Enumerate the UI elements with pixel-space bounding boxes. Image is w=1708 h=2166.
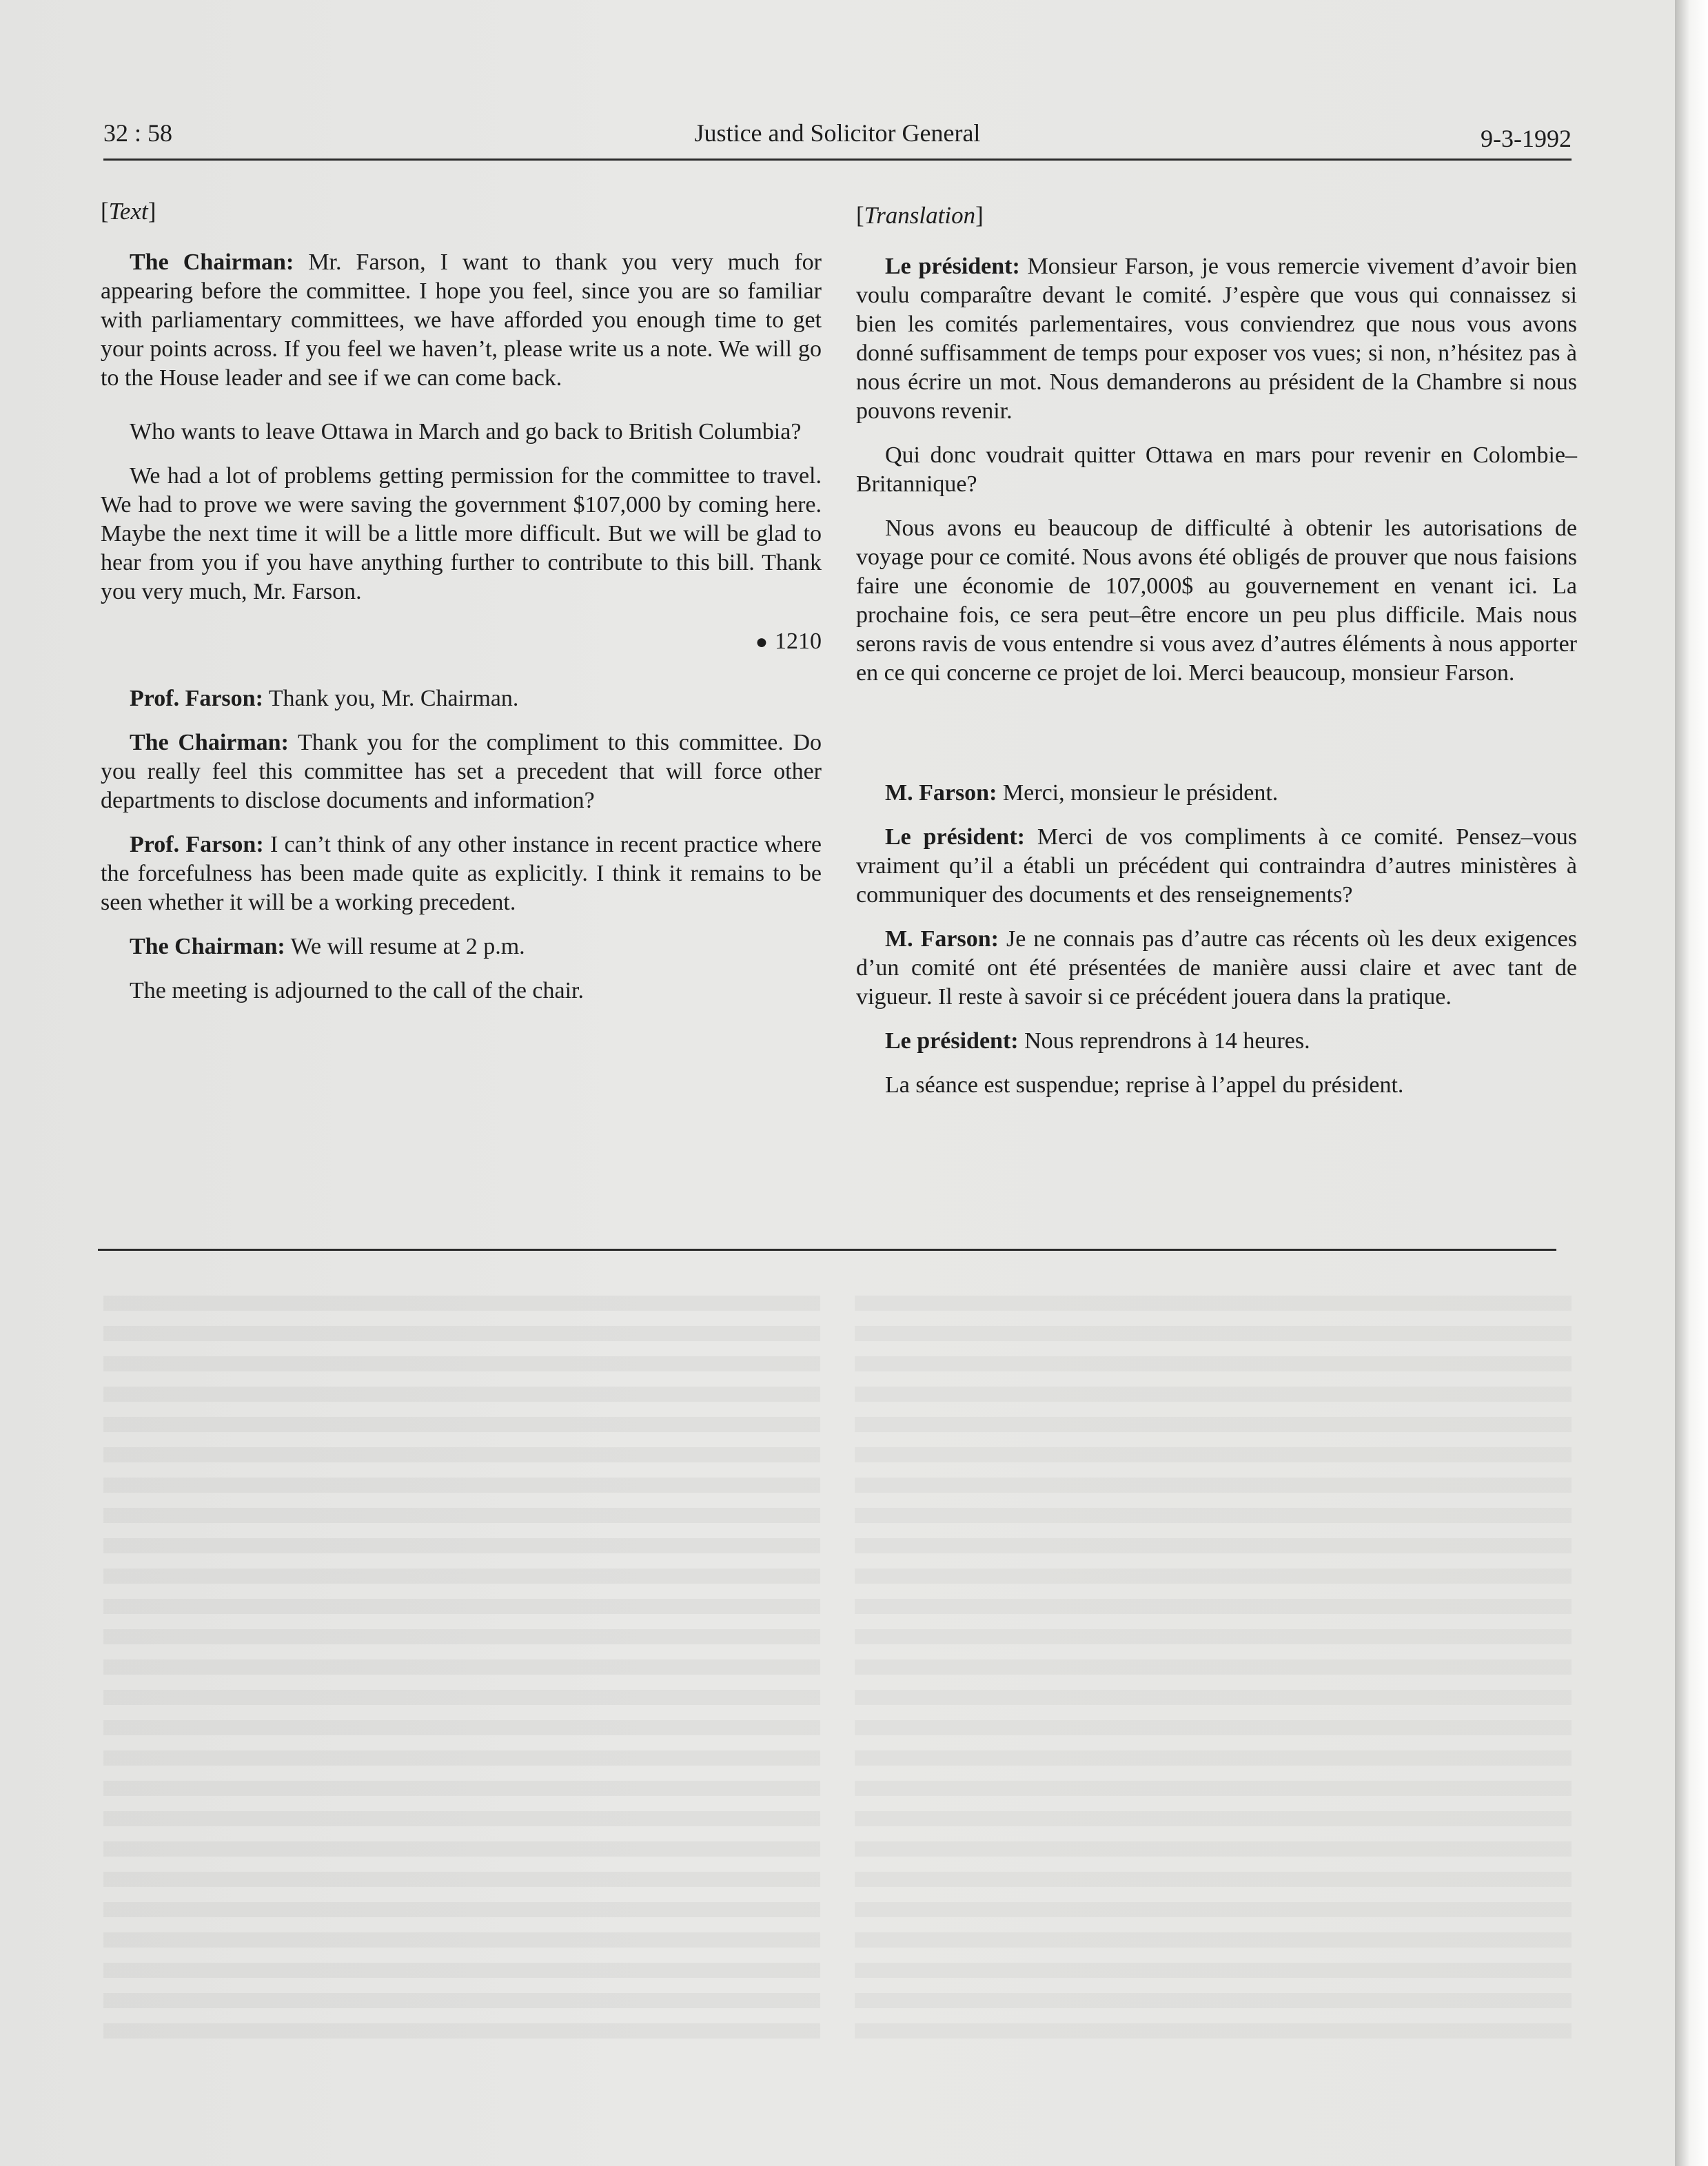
text-tag: [Text] bbox=[101, 198, 156, 225]
running-header bbox=[103, 119, 1572, 160]
speaker-name: The Chairman: bbox=[130, 730, 289, 755]
english-column bbox=[101, 197, 822, 1021]
header-date: 9-3-1992 bbox=[1481, 125, 1572, 152]
paragraph: The Chairman: Thank you for the compliment to this committee. Do you really feel this committee has set a precedent that will force other departments to disclose documents and information? bbox=[101, 730, 822, 813]
show-through-texture bbox=[103, 1296, 820, 2054]
paragraph: M. Farson: Je ne connais pas d’autre cas récents où les deux exigences d’un comité ont été présentées de manière aussi claire et avec tant de vigueur. Il reste à savoir si ce précédent jouera dans la pratique. bbox=[856, 926, 1577, 1010]
speaker-name: Le président: bbox=[885, 824, 1025, 850]
paragraph: The Chairman: We will resume at 2 p.m. bbox=[130, 934, 525, 959]
paragraph: Le président: Nous reprendrons à 14 heures. bbox=[885, 1028, 1310, 1054]
speaker-name: The Chairman: bbox=[130, 934, 285, 959]
header-rule bbox=[103, 159, 1572, 161]
time-marker: ● 1210 bbox=[755, 629, 822, 654]
speaker-name: Le président: bbox=[885, 1028, 1019, 1054]
paragraph: Qui donc voudrait quitter Ottawa en mars pour revenir en Colombie–Britannique? bbox=[856, 442, 1577, 497]
section-end-rule bbox=[98, 1249, 1556, 1251]
translation-tag: [Translation] bbox=[856, 202, 984, 229]
paragraph: Prof. Farson: I can’t think of any other instance in recent practice where the forcefulness has been made quite as explicitly. I think it remains to be seen whether it will be a working precedent. bbox=[101, 832, 822, 915]
paragraph: Le président: Merci de vos compliments à ce comité. Pensez–vous vraiment qu’il a établi un précédent qui contraindra d’autres ministères à communiquer des documents et des renseignements? bbox=[856, 824, 1577, 908]
page-number: 32 : 58 bbox=[103, 119, 173, 147]
paragraph: Who wants to leave Ottawa in March and go back to British Columbia? bbox=[130, 419, 802, 445]
speaker-name: M. Farson: bbox=[885, 780, 997, 806]
paragraph: La séance est suspendue; reprise à l’appel du président. bbox=[885, 1072, 1404, 1098]
paragraph: Le président: Monsieur Farson, je vous remercie vivement d’avoir bien voulu comparaître devant le comité. J’espère que vous qui connaissez si bien les comités parlementaires, vous conviendrez que nous vous avons donné suffisamment de temps pour exposer vos vues; si non, n’hésitez pas à nous écrire un mot. Nous demanderons au président de la Chambre si nous pouvons revenir. bbox=[856, 254, 1577, 424]
header-title: Justice and Solicitor General bbox=[694, 119, 981, 147]
paragraph: Prof. Farson: Thank you, Mr. Chairman. bbox=[130, 686, 519, 711]
speaker-name: Prof. Farson: bbox=[130, 832, 264, 857]
column-spacer bbox=[856, 703, 1577, 779]
speaker-name: Le président: bbox=[885, 254, 1020, 279]
speaker-name: The Chairman: bbox=[130, 249, 294, 275]
french-column bbox=[856, 201, 1577, 1115]
paragraph: Nous avons eu beaucoup de difficulté à obtenir les autorisations de voyage pour ce comité. Nous avons été obligés de prouver que nous faisions faire une économie de 107,000$ au gouvernement en venant ici. La prochaine fois, ce sera peut–être encore un peu plus difficile. Mais nous serons ravis de vous entendre si vous avez d’autres éléments à nous apporter en ce qui concerne ce projet de loi. Merci beaucoup, monsieur Farson. bbox=[856, 515, 1577, 686]
paragraph: The meeting is adjourned to the call of the chair. bbox=[130, 978, 584, 1003]
speaker-name: Prof. Farson: bbox=[130, 686, 263, 711]
speaker-name: M. Farson: bbox=[885, 926, 999, 952]
paragraph: M. Farson: Merci, monsieur le président. bbox=[885, 780, 1279, 806]
paragraph: The Chairman: Mr. Farson, I want to thank you very much for appearing before the committee. I hope you feel, since you are so familiar with parliamentary committees, we have afforded you enough time to get your points across. If you feel we haven’t, please write us a note. We will go to the House leader and see if we can come back. bbox=[101, 249, 822, 391]
page-edge bbox=[1675, 0, 1708, 2166]
bullet-icon: ● bbox=[755, 631, 768, 653]
paragraph: We had a lot of problems getting permission for the committee to travel. We had to prove we were saving the government $107,000 by coming here. Maybe the next time it will be a little more difficult. But we will be glad to hear from you if you have anything further to contribute to this bill. Thank you very much, Mr. Farson. bbox=[101, 463, 822, 604]
show-through-texture-right bbox=[855, 1296, 1572, 2054]
